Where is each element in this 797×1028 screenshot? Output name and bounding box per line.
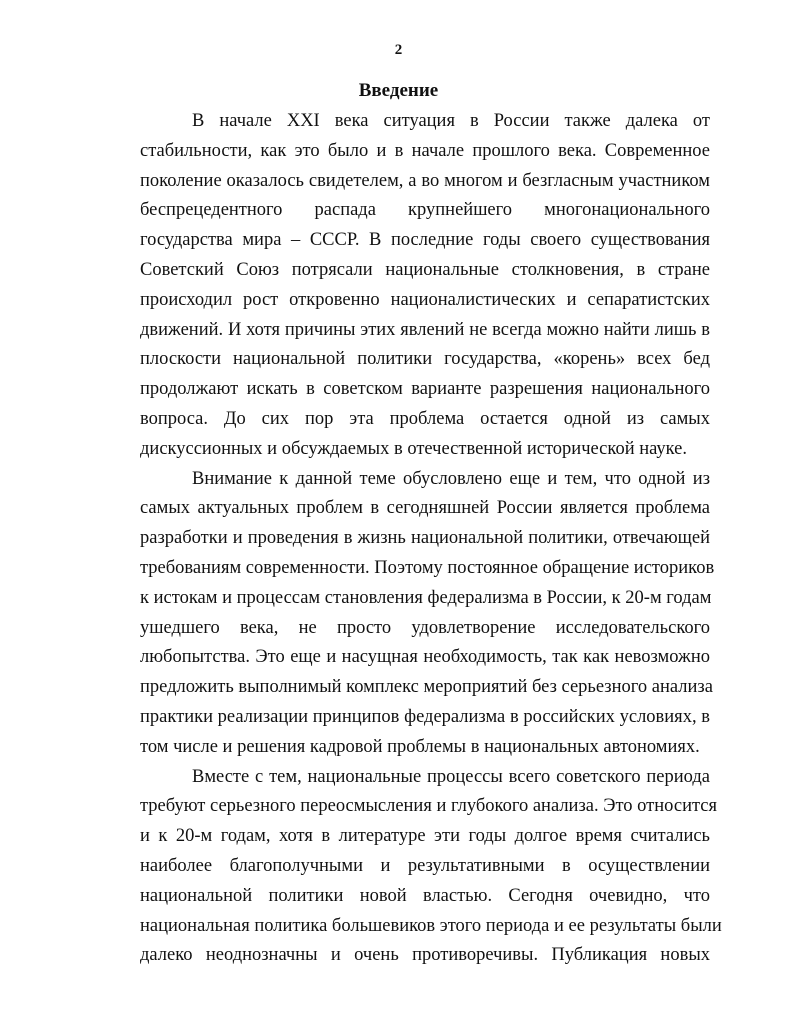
paragraph-3 bbox=[140, 763, 722, 972]
text-line: том числе и решения кадровой проблемы в национальных автономиях. bbox=[140, 736, 700, 757]
text-line: плоскости национальной политики государства, «корень» всех бед bbox=[140, 349, 710, 370]
text-line: далеко неоднозначны и очень противоречивы. Публикация новых bbox=[140, 945, 710, 966]
text-line: происходил рост откровенно националистических и сепаратистских bbox=[140, 289, 710, 310]
paragraph-1 bbox=[140, 107, 710, 465]
section-heading: Введение bbox=[358, 80, 439, 101]
text-line: Советский Союз потрясали национальные столкновения, в стране bbox=[140, 259, 710, 280]
text-line: наиболее благополучными и результативными в осуществлении bbox=[140, 855, 710, 876]
text-line: к истокам и процессам становления федерализма в России, к 20-м годам bbox=[140, 587, 712, 608]
text-line: вопроса. До сих пор эта проблема остается одной из самых bbox=[140, 408, 710, 429]
text-line: поколение оказалось свидетелем, а во многом и безгласным участником bbox=[140, 170, 710, 191]
page-number: 2 bbox=[394, 42, 403, 58]
text-line: разработки и проведения в жизнь национальной политики, отвечающей bbox=[140, 528, 710, 549]
text-line: движений. И хотя причины этих явлений не всегда можно найти лишь в bbox=[140, 319, 710, 340]
text-line: государства мира – СССР. В последние годы своего существования bbox=[140, 230, 710, 251]
text-line: любопытства. Это еще и насущная необходимость, так как невозможно bbox=[140, 647, 710, 668]
text-line: В начале XXI века ситуация в России также далека от bbox=[192, 111, 710, 131]
text-line: национальной политики новой властью. Сегодня очевидно, что bbox=[140, 885, 710, 906]
text-line: продолжают искать в советском варианте разрешения национального bbox=[140, 379, 710, 400]
text-line: самых актуальных проблем в сегодняшней России является проблема bbox=[140, 498, 710, 519]
text-line: практики реализации принципов федерализма в российских условиях, в bbox=[140, 706, 710, 727]
text-line: Внимание к данной теме обусловлено еще и тем, что одной из bbox=[192, 468, 710, 489]
paragraph-2 bbox=[140, 465, 715, 763]
text-line: стабильности, как это было и в начале прошлого века. Современное bbox=[140, 140, 710, 161]
body-text bbox=[140, 107, 722, 971]
text-line: предложить выполнимый комплекс мероприятий без серьезного анализа bbox=[140, 677, 713, 698]
text-line: национальная политика большевиков этого периода и ее результаты были bbox=[140, 915, 722, 936]
text-line: и к 20-м годам, хотя в литературе эти годы долгое время считались bbox=[140, 826, 710, 847]
text-line: беспрецедентного распада крупнейшего многонационального bbox=[140, 200, 710, 221]
text-line: требуют серьезного переосмысления и глубокого анализа. Это относится bbox=[140, 796, 718, 817]
text-line: требованиям современности. Поэтому постоянное обращение историков bbox=[140, 557, 715, 578]
text-line: Вместе с тем, национальные процессы всего советского периода bbox=[192, 766, 710, 787]
text-line: дискуссионных и обсуждаемых в отечественной исторической науке. bbox=[140, 438, 688, 459]
text-line: ушедшего века, не просто удовлетворение исследовательского bbox=[140, 617, 710, 638]
